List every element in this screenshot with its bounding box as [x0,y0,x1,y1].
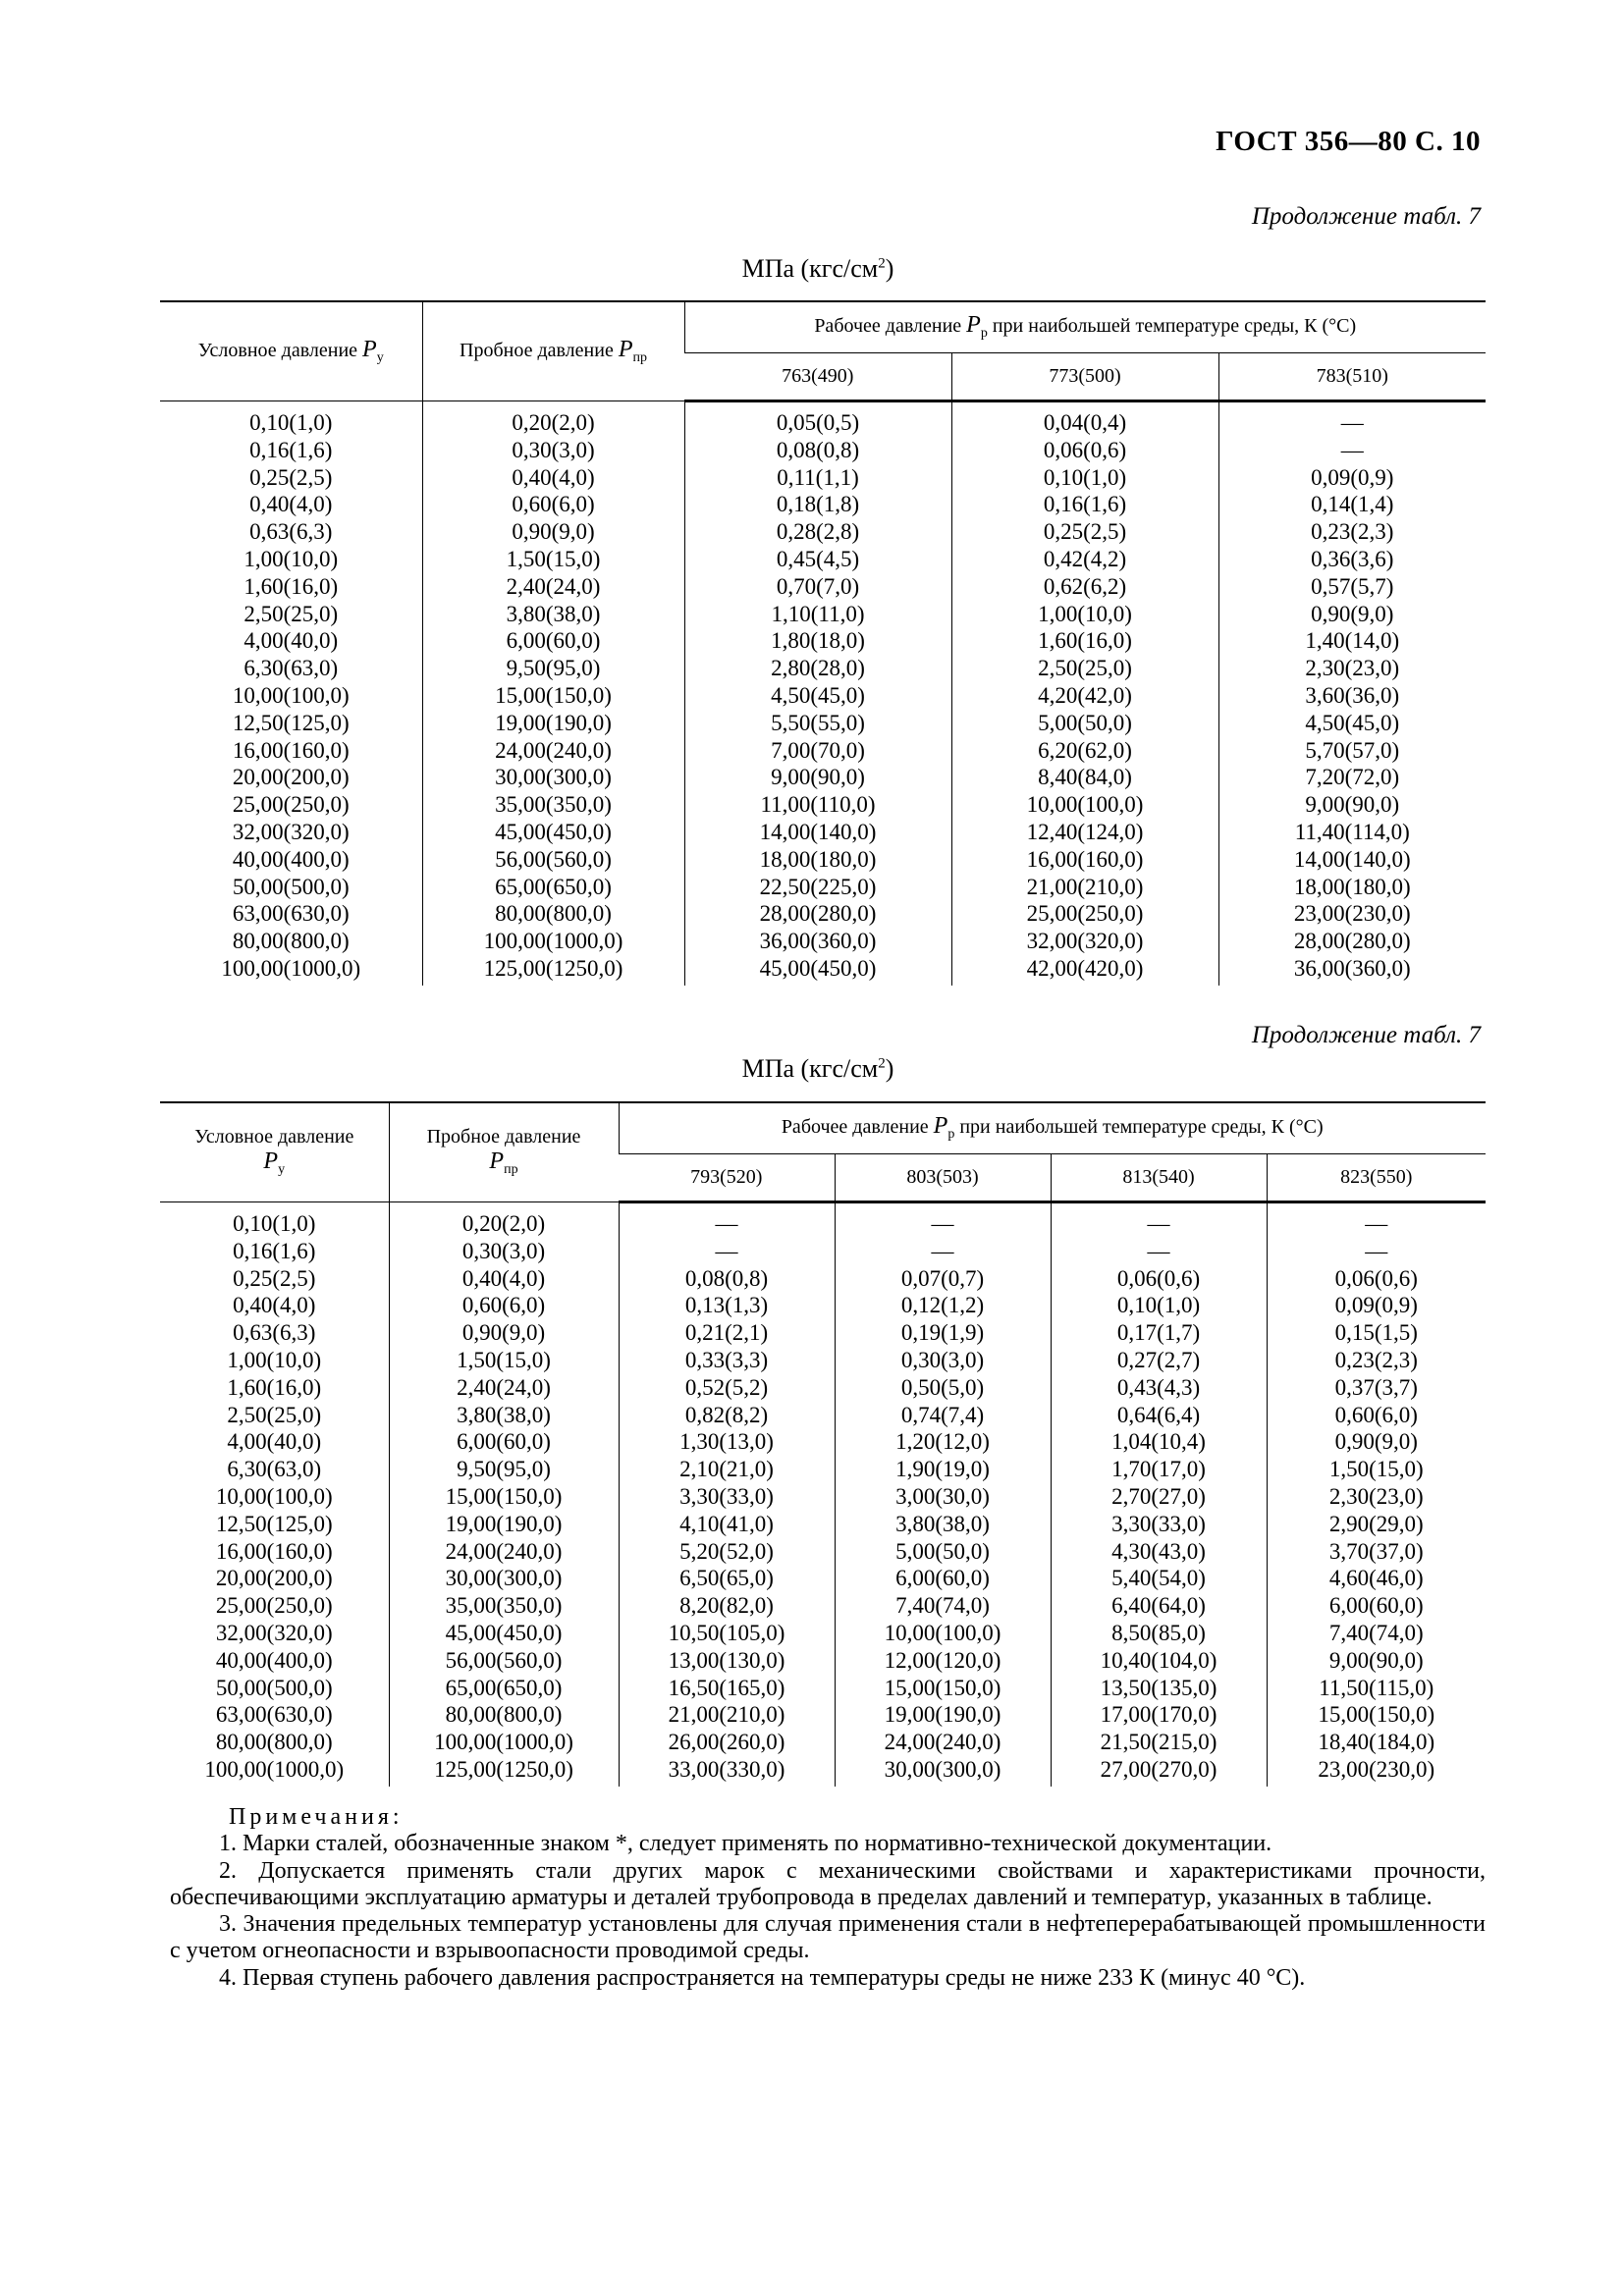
table-cell: 0,90(9,0) [422,518,684,546]
table-cell: 4,20(42,0) [951,682,1218,710]
table-cell: 10,00(100,0) [232,682,350,708]
table-cell: 63,00(630,0) [215,1702,333,1728]
table-cell: 25,00(250,0) [215,1593,333,1619]
table-cell: 15,00(150,0) [389,1483,619,1511]
table-cell: 0,09(0,9) [1218,464,1486,492]
table-cell: 17,00(170,0) [1051,1701,1267,1729]
table-cell: 1,00(10,0) [951,601,1218,628]
table-cell: 1,60(16,0) [227,1374,322,1400]
table-cell: 65,00(650,0) [389,1675,619,1702]
table-row [160,1565,1486,1592]
table1-temp-header: 783(510) [1218,353,1486,401]
table-cell: 19,00(190,0) [389,1511,619,1538]
table-cell: 100,00(1000,0) [422,928,684,955]
notes [170,1804,1486,1992]
table-cell: 0,90(9,0) [1218,601,1486,628]
table-cell: 2,90(29,0) [1267,1511,1486,1538]
table-row [160,1347,1486,1374]
table-cell: 0,23(2,3) [1267,1347,1486,1374]
table-cell: 0,20(2,0) [422,401,684,437]
table-row [160,491,1486,518]
table-cell: 3,80(38,0) [835,1511,1051,1538]
table-cell: 14,00(140,0) [1218,846,1486,874]
table-cell: 2,80(28,0) [684,655,951,682]
table-cell: 0,08(0,8) [684,437,951,464]
table-cell: 0,30(3,0) [835,1347,1051,1374]
table-cell: 16,00(160,0) [951,846,1218,874]
table-cell: 28,00(280,0) [1218,928,1486,955]
table-cell: 5,20(52,0) [619,1538,835,1566]
table-cell: 19,00(190,0) [835,1701,1051,1729]
note-item: 1. Марки сталей, обозначенные знаком *, следует применять по нормативно-технической документации. [219,1831,1272,1857]
table-cell: 0,25(2,5) [951,518,1218,546]
table-cell: 5,00(50,0) [951,710,1218,737]
table-cell: 3,00(30,0) [835,1483,1051,1511]
table-cell: 32,00(320,0) [232,819,350,844]
table-row [160,437,1486,464]
table1-header-nominal: Условное давление $P_у$ [160,301,422,401]
table-cell: 50,00(500,0) [215,1675,333,1700]
table-cell: 0,20(2,0) [389,1202,619,1238]
table1-header-test: Пробное давление $P_{пр}$ [422,301,684,401]
table-cell: 0,09(0,9) [1267,1292,1486,1319]
table-cell: 7,00(70,0) [684,737,951,765]
table-cell: 1,00(10,0) [227,1347,322,1372]
table-cell: 0,19(1,9) [835,1319,1051,1347]
table-cell: 0,25(2,5) [249,464,333,490]
table-cell: 100,00(1000,0) [221,955,361,981]
table-cell: 0,52(5,2) [619,1374,835,1402]
table-row [160,1292,1486,1319]
table-cell: 1,40(14,0) [1218,627,1486,655]
table-cell: 0,16(1,6) [249,437,333,462]
table-cell: 45,00(450,0) [422,819,684,846]
table-row [160,1319,1486,1347]
table-row [160,874,1486,901]
table-cell: 1,20(12,0) [835,1428,1051,1456]
table-cell: 9,50(95,0) [389,1456,619,1483]
table-cell: 4,00(40,0) [227,1429,322,1455]
table-cell: 36,00(360,0) [684,928,951,955]
table-cell: 36,00(360,0) [1218,955,1486,986]
table-row [160,1756,1486,1787]
note-item: 2. Допускается применять стали других марок с механическими свойствами и характеристиками прочности, обеспечивающими эксплуатацию арматуры и деталей трубопровода в пределах давлений и температур, указанных в таблице. [170,1857,1486,1910]
table-cell: 0,18(1,8) [684,491,951,518]
table-cell: 0,06(0,6) [1051,1265,1267,1293]
notes-title: Примечания: [229,1804,404,1830]
table-cell: 15,00(150,0) [422,682,684,710]
table-cell: 0,40(4,0) [249,492,333,517]
table-cell: 6,20(62,0) [951,737,1218,765]
table-cell: 4,30(43,0) [1051,1538,1267,1566]
table-cell: 1,10(11,0) [684,601,951,628]
table-cell: — [1218,437,1486,464]
table-row [160,1374,1486,1402]
table-cell: 0,23(2,3) [1218,518,1486,546]
table-cell: 9,00(90,0) [1267,1647,1486,1675]
table-cell: 10,50(105,0) [619,1620,835,1647]
table-cell: 6,00(60,0) [422,627,684,655]
table-row [160,573,1486,601]
table-row [160,1675,1486,1702]
table-cell: 6,40(64,0) [1051,1592,1267,1620]
table-row [160,955,1486,986]
table-cell: 2,40(24,0) [389,1374,619,1402]
table-cell: 1,50(15,0) [422,546,684,573]
table-cell: 18,00(180,0) [684,846,951,874]
note-item: 4. Первая ступень рабочего давления распространяется на температуры среды не ниже 233 К (минус 40 °С). [219,1964,1306,1991]
table-cell: 23,00(230,0) [1267,1756,1486,1787]
table-cell: 0,07(0,7) [835,1265,1051,1293]
table-cell: 1,70(17,0) [1051,1456,1267,1483]
table-cell: 0,57(5,7) [1218,573,1486,601]
table-cell: 4,00(40,0) [243,628,339,654]
table-cell: 0,82(8,2) [619,1402,835,1429]
table-cell: 11,40(114,0) [1218,819,1486,846]
table-cell: 15,00(150,0) [835,1675,1051,1702]
table1-continuation: Продолжение табл. 7 [1251,203,1481,230]
table-cell: 10,00(100,0) [215,1483,333,1509]
table-row [160,1456,1486,1483]
table-row [160,710,1486,737]
table-cell: 0,63(6,3) [233,1320,316,1346]
table-cell: 0,36(3,6) [1218,546,1486,573]
table-cell: 7,20(72,0) [1218,764,1486,791]
table-cell: 40,00(400,0) [215,1647,333,1673]
table-cell: 1,90(19,0) [835,1456,1051,1483]
table-cell: 0,40(4,0) [422,464,684,492]
table-cell: 6,30(63,0) [227,1457,322,1482]
table-cell: 4,50(45,0) [684,682,951,710]
table-row [160,1592,1486,1620]
table-cell: 1,60(16,0) [951,627,1218,655]
table-cell: — [1218,401,1486,437]
table-cell: 16,00(160,0) [232,737,350,763]
table-cell: 3,30(33,0) [619,1483,835,1511]
table2-temp-header: 813(540) [1051,1154,1267,1202]
table-cell: 2,40(24,0) [422,573,684,601]
table-cell: 0,43(4,3) [1051,1374,1267,1402]
table-cell: 0,08(0,8) [619,1265,835,1293]
table-row [160,1265,1486,1293]
table-cell: 0,16(1,6) [233,1238,316,1263]
table-cell: 7,40(74,0) [1267,1620,1486,1647]
table-cell: 20,00(200,0) [215,1566,333,1591]
table-cell: 1,50(15,0) [389,1347,619,1374]
table-cell: 12,50(125,0) [215,1511,333,1536]
table-cell: 2,30(23,0) [1267,1483,1486,1511]
table-cell: 0,60(6,0) [422,491,684,518]
table-cell: 2,50(25,0) [951,655,1218,682]
table-cell: — [619,1238,835,1265]
table2-header-work: Рабочее давление $P_р$ при наибольшей температуре среды, К (°С) [619,1102,1486,1154]
table2-temp-header: 803(503) [835,1154,1051,1202]
table-cell: 0,10(1,0) [233,1210,316,1236]
table-row [160,791,1486,819]
table-cell: 12,00(120,0) [835,1647,1051,1675]
table-row [160,900,1486,928]
table-cell: 24,00(240,0) [835,1729,1051,1756]
table-cell: 0,06(0,6) [951,437,1218,464]
table-cell: 21,50(215,0) [1051,1729,1267,1756]
table-cell: 30,00(300,0) [389,1565,619,1592]
table-cell: 0,64(6,4) [1051,1402,1267,1429]
table-cell: 1,60(16,0) [243,573,339,599]
table-cell: 0,13(1,3) [619,1292,835,1319]
table-row [160,1701,1486,1729]
table2 [160,1101,1486,1787]
table-cell: 0,06(0,6) [1267,1265,1486,1293]
table-row [160,1202,1486,1238]
table-cell: 23,00(230,0) [1218,900,1486,928]
table-cell: 6,00(60,0) [1267,1592,1486,1620]
table-row [160,1483,1486,1511]
table-cell: — [1051,1202,1267,1238]
table-cell: 0,21(2,1) [619,1319,835,1347]
table-cell: 80,00(800,0) [232,929,350,954]
table-cell: 5,40(54,0) [1051,1565,1267,1592]
table-row [160,546,1486,573]
table2-temp-header: 793(520) [619,1154,835,1202]
table-cell: 2,50(25,0) [243,601,339,626]
table-row [160,764,1486,791]
table-cell: 0,90(9,0) [389,1319,619,1347]
table-cell: 28,00(280,0) [684,900,951,928]
table-cell: 56,00(560,0) [389,1647,619,1675]
table-cell: 19,00(190,0) [422,710,684,737]
table-cell: 2,50(25,0) [227,1402,322,1427]
table-cell: 0,12(1,2) [835,1292,1051,1319]
table-cell: — [1267,1202,1486,1238]
table-cell: 3,80(38,0) [422,601,684,628]
table2-continuation: Продолжение табл. 7 [1251,1022,1481,1048]
table1-header-work: Рабочее давление $P_р$ при наибольшей температуре среды, К (°С) [684,301,1486,353]
table-cell: 0,50(5,0) [835,1374,1051,1402]
table-cell: 3,30(33,0) [1051,1511,1267,1538]
table-cell: 8,50(85,0) [1051,1620,1267,1647]
table-row [160,1647,1486,1675]
table-cell: 5,70(57,0) [1218,737,1486,765]
table-cell: 0,17(1,7) [1051,1319,1267,1347]
table-cell: 9,50(95,0) [422,655,684,682]
table-cell: 24,00(240,0) [389,1538,619,1566]
table-row [160,1729,1486,1756]
table-cell: 0,37(3,7) [1267,1374,1486,1402]
table-cell: 125,00(1250,0) [422,955,684,986]
table-cell: 0,04(0,4) [951,401,1218,437]
table-cell: 42,00(420,0) [951,955,1218,986]
table1 [160,300,1486,986]
table-cell: 0,33(3,3) [619,1347,835,1374]
table2-unit: МПа $(кгс/см^2)$ [741,1054,894,1083]
table-cell: — [1267,1238,1486,1265]
table-cell: 0,15(1,5) [1267,1319,1486,1347]
table-cell: 0,10(1,0) [249,409,333,435]
table-cell: 3,70(37,0) [1267,1538,1486,1566]
table-row [160,1538,1486,1566]
table-cell: 4,50(45,0) [1218,710,1486,737]
table-cell: 0,40(4,0) [233,1293,316,1318]
table-cell: 35,00(350,0) [389,1592,619,1620]
table-cell: 0,74(7,4) [835,1402,1051,1429]
table-cell: 80,00(800,0) [215,1730,333,1755]
page-header: ГОСТ 356—80 С. 10 [1216,126,1481,157]
table-cell: — [619,1202,835,1238]
table-cell: 12,40(124,0) [951,819,1218,846]
table-cell: 4,60(46,0) [1267,1565,1486,1592]
table-cell: 18,40(184,0) [1267,1729,1486,1756]
table-cell: 0,11(1,1) [684,464,951,492]
table-cell: 32,00(320,0) [215,1620,333,1645]
table-cell: 21,00(210,0) [951,874,1218,901]
table-cell: 0,42(4,2) [951,546,1218,573]
table-row [160,1402,1486,1429]
table-cell: 80,00(800,0) [422,900,684,928]
table-cell: 0,90(9,0) [1267,1428,1486,1456]
table-cell: 30,00(300,0) [422,764,684,791]
table-cell: — [835,1238,1051,1265]
table-cell: 125,00(1250,0) [389,1756,619,1787]
table-cell: 13,00(130,0) [619,1647,835,1675]
table-cell: 1,00(10,0) [243,546,339,571]
table-cell: 0,05(0,5) [684,401,951,437]
table-cell: 45,00(450,0) [389,1620,619,1647]
table-cell: 10,40(104,0) [1051,1647,1267,1675]
table-cell: 2,30(23,0) [1218,655,1486,682]
table-cell: 0,10(1,0) [951,464,1218,492]
table-cell: 21,00(210,0) [619,1701,835,1729]
table-row [160,682,1486,710]
table-cell: 65,00(650,0) [422,874,684,901]
table-cell: — [1051,1238,1267,1265]
table-row [160,819,1486,846]
table-cell: 10,00(100,0) [835,1620,1051,1647]
table-row [160,846,1486,874]
table-cell: 22,50(225,0) [684,874,951,901]
table-cell: 0,25(2,5) [233,1265,316,1291]
table-cell: 16,50(165,0) [619,1675,835,1702]
table-cell: 0,16(1,6) [951,491,1218,518]
table-cell: 33,00(330,0) [619,1756,835,1787]
table-row [160,627,1486,655]
table-row [160,401,1486,437]
table-cell: 13,50(135,0) [1051,1675,1267,1702]
table-cell: 50,00(500,0) [232,874,350,899]
table-cell: 32,00(320,0) [951,928,1218,955]
table-cell: 16,00(160,0) [215,1538,333,1564]
table2-temp-header: 823(550) [1267,1154,1486,1202]
table-cell: 0,60(6,0) [389,1292,619,1319]
table-row [160,464,1486,492]
table-cell: 40,00(400,0) [232,846,350,872]
table-cell: 5,50(55,0) [684,710,951,737]
table-cell: 8,20(82,0) [619,1592,835,1620]
table-cell: — [835,1202,1051,1238]
table-cell: 0,40(4,0) [389,1265,619,1293]
table-row [160,1620,1486,1647]
table-cell: 6,00(60,0) [835,1565,1051,1592]
table-cell: 8,40(84,0) [951,764,1218,791]
table-cell: 24,00(240,0) [422,737,684,765]
table-cell: 11,50(115,0) [1267,1675,1486,1702]
table-cell: 12,50(125,0) [232,710,350,735]
table-cell: 9,00(90,0) [1218,791,1486,819]
table-cell: 4,10(41,0) [619,1511,835,1538]
table-cell: 6,00(60,0) [389,1428,619,1456]
table-cell: 0,45(4,5) [684,546,951,573]
table-cell: 2,70(27,0) [1051,1483,1267,1511]
table2-header-test: Пробное давление $P_{пр}$ [389,1102,619,1202]
table-cell: 25,00(250,0) [232,792,350,818]
table-cell: 6,50(65,0) [619,1565,835,1592]
table-cell: 0,70(7,0) [684,573,951,601]
table-cell: 20,00(200,0) [232,765,350,790]
table-cell: 6,30(63,0) [243,656,339,681]
table-cell: 25,00(250,0) [951,900,1218,928]
table-cell: 0,27(2,7) [1051,1347,1267,1374]
table-row [160,601,1486,628]
table-cell: 15,00(150,0) [1267,1701,1486,1729]
table-cell: 100,00(1000,0) [204,1756,345,1782]
table-cell: 7,40(74,0) [835,1592,1051,1620]
table-cell: 3,80(38,0) [389,1402,619,1429]
table-cell: 27,00(270,0) [1051,1756,1267,1787]
table-cell: 26,00(260,0) [619,1729,835,1756]
table-cell: 1,04(10,4) [1051,1428,1267,1456]
table1-temp-header: 763(490) [684,353,951,401]
table-row [160,518,1486,546]
table-cell: 45,00(450,0) [684,955,951,986]
note-item: 3. Значения предельных температур установлены для случая применения стали в нефтеперерабатывающей промышленности с учетом огнеопасности и взрывоопасности проводимой среды. [170,1911,1486,1964]
table1-unit: МПа $(кгс/см^2)$ [741,254,894,283]
table-cell: 0,63(6,3) [249,519,333,545]
table-cell: 1,50(15,0) [1267,1456,1486,1483]
table-row [160,1511,1486,1538]
table-cell: 0,10(1,0) [1051,1292,1267,1319]
table-cell: 0,28(2,8) [684,518,951,546]
table-cell: 35,00(350,0) [422,791,684,819]
table-cell: 56,00(560,0) [422,846,684,874]
table-cell: 80,00(800,0) [389,1701,619,1729]
table-row [160,1238,1486,1265]
table-cell: 100,00(1000,0) [389,1729,619,1756]
table-cell: 10,00(100,0) [951,791,1218,819]
table-cell: 11,00(110,0) [684,791,951,819]
table-cell: 0,30(3,0) [389,1238,619,1265]
table-row [160,928,1486,955]
table-row [160,737,1486,765]
table-cell: 0,14(1,4) [1218,491,1486,518]
table-cell: 2,10(21,0) [619,1456,835,1483]
table-cell: 0,62(6,2) [951,573,1218,601]
table-cell: 1,80(18,0) [684,627,951,655]
table-cell: 5,00(50,0) [835,1538,1051,1566]
table-cell: 9,00(90,0) [684,764,951,791]
table-cell: 63,00(630,0) [232,901,350,927]
table2-header-nominal: Условное давление $P_у$ [160,1102,389,1202]
table-cell: 30,00(300,0) [835,1756,1051,1787]
table-row [160,1428,1486,1456]
table-cell: 1,30(13,0) [619,1428,835,1456]
table-cell: 14,00(140,0) [684,819,951,846]
table1-temp-header: 773(500) [951,353,1218,401]
table-cell: 0,60(6,0) [1267,1402,1486,1429]
table-cell: 3,60(36,0) [1218,682,1486,710]
table-cell: 0,30(3,0) [422,437,684,464]
table-cell: 18,00(180,0) [1218,874,1486,901]
table-row [160,655,1486,682]
